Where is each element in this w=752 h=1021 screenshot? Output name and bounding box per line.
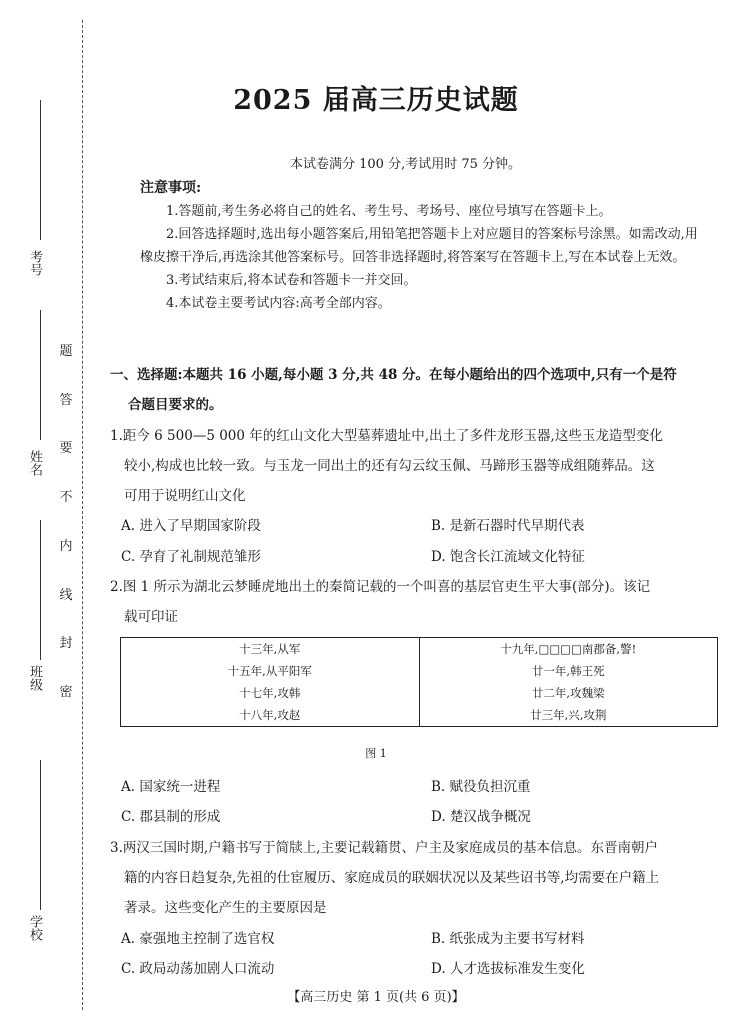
option-b[interactable]: B. 纸张成为主要书写材料 [431,931,585,947]
option-a[interactable]: A. 豪强地主控制了选官权 [121,931,275,947]
question-line: 1.距今 6 500—5 000 年的红山文化大型墓葬遗址中,出土了多件龙形玉器,这些玉龙造型变化 [110,428,663,444]
question-line: 著录。这些变化产生的主要原因是 [124,900,327,916]
question-line: 3.两汉三国时期,户籍书写于简牍上,主要记载籍贯、户主及家庭成员的基本信息。东晋南朝户 [110,840,658,856]
table-cell: 十五年,从平阳军 [121,660,420,682]
table-row [121,638,718,661]
section-line: 合题目要求的。 [128,397,223,413]
option-a[interactable]: A. 进入了早期国家阶段 [121,518,261,534]
question-line: 较小,构成也比较一致。与玉龙一同出土的还有勾云纹玉佩、马蹄形玉器等成组随葬品。这 [124,458,655,474]
binding-dashed-line [82,20,83,1010]
notice-item: 4.本试卷主要考试内容:高考全部内容。 [166,296,391,311]
seal-char: 答 [59,392,73,408]
seal-char: 要 [59,441,73,457]
table-cell: 十九年,□□□□南郡备,警! [500,642,637,656]
notice-item: 2.回答选择题时,选出每小题答案后,用铅笔把答题卡上对应题目的答案标号涂黑。如需改动,用橡皮擦干净后,再选涂其他答案标号。回答非选择题时,将答案写在答题卡上,写在本试卷上无效。 [140,227,698,265]
question-2 [110,572,730,632]
exam-no-label: 考号 [27,250,42,276]
table-cell: 廿二年,攻魏梁 [531,686,605,700]
notice-item: 1.答题前,考生务必将自己的姓名、考生号、考场号、座位号填写在答题卡上。 [166,204,612,219]
question-3 [110,833,730,923]
option-d[interactable]: D. 楚汉战争概况 [431,809,531,825]
option-b[interactable]: B. 赋役负担沉重 [431,779,531,795]
school-label: 学校 [27,915,42,941]
section-line: 一、选择题:本题共 16 小题,每小题 3 分,共 48 分。在每小题给出的四个选项中,只有一个是符 [110,367,677,383]
question-line: 籍的内容日趋复杂,先祖的仕宦履历、家庭成员的联姻状况以及某些诏书等,均需要在户籍上 [124,870,660,886]
name-line [40,310,41,440]
exam-intro: 本试卷满分 100 分,考试用时 75 分钟。 [290,157,522,172]
question-line: 可用于说明红山文化 [124,488,246,504]
school-line [40,760,41,910]
class-line [40,520,41,660]
name-label: 姓名 [27,450,42,476]
option-d[interactable]: D. 人才选拔标准发生变化 [431,961,585,977]
table-row [121,704,718,727]
seal-char: 不 [59,490,73,506]
exam-no-line [40,100,41,240]
table-cell: 十三年,从军 [121,638,420,661]
question-line: 载可印证 [124,609,178,625]
table-cell: 十八年,攻赵 [121,704,420,727]
notice-list [140,200,700,315]
option-b[interactable]: B. 是新石器时代早期代表 [431,518,585,534]
table-row [121,682,718,704]
seal-char: 封 [59,636,73,652]
notice-heading: 注意事项: [140,180,202,196]
table-cell: 廿一年,韩王死 [531,664,605,678]
seal-char: 线 [59,587,73,603]
binding-margin [0,0,90,1021]
seal-warning [56,340,76,700]
table-cell: 廿三年,兴,攻荆 [530,708,607,722]
figure-caption: 图 1 [365,747,387,760]
seal-char: 密 [59,684,73,700]
option-d[interactable]: D. 饱含长江流域文化特征 [431,549,585,565]
page-footer: 【高三历史 第 1 页(共 6 页)】 [287,990,465,1005]
notice-item: 3.考试结束后,将本试卷和答题卡一并交回。 [166,273,417,288]
option-c[interactable]: C. 郡县制的形成 [121,809,221,825]
page-title: 2025 届高三历史试题 [233,85,519,116]
question-1 [110,421,730,511]
question-line: 2.图 1 所示为湖北云梦睡虎地出土的秦简记载的一个叫喜的基层官吏生平大事(部分)。该记 [110,579,651,595]
section-heading [110,360,725,420]
table-row [121,660,718,682]
option-c[interactable]: C. 政局动荡加剧人口流动 [121,961,275,977]
seal-char: 题 [59,344,73,359]
seal-char: 内 [59,538,73,554]
class-label: 班级 [27,665,42,691]
table-cell: 十七年,攻韩 [121,682,420,704]
option-c[interactable]: C. 孕育了礼制规范雏形 [121,549,261,565]
figure-1-table [120,637,718,727]
option-a[interactable]: A. 国家统一进程 [121,779,221,795]
